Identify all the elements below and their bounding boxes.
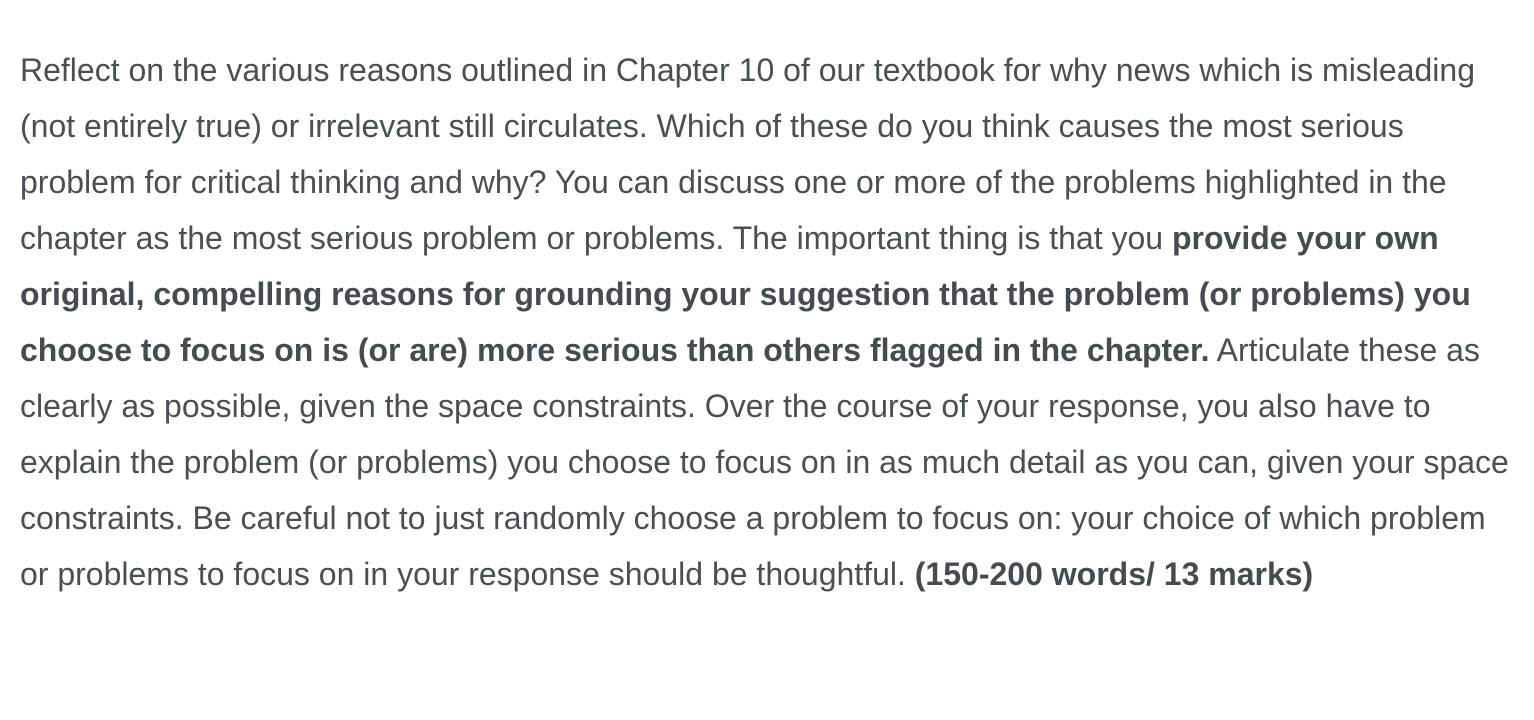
question-text-intro: Reflect on the various reasons outlined in Chapter 10 of our textbook for why news which is misleading (not entirely true) or irrelevant still circulates. Which of these do you think causes the most serious problem for critical thinking and why? You can discuss one or more of the problems highlighted in the chapter as the most serious problem or problems. The important thing is that you — [20, 52, 1475, 256]
question-text-instructions: Articulate these as clearly as possible, given the space constraints. Over the course of your response, you also have to explain the problem (or problems) you choose to focus on in as much detail as you can, given your space constraints. Be careful not to just randomly choose a problem to focus on: your choice of which problem or problems to focus on in your response should be thoughtful. — [20, 332, 1509, 592]
question-prompt — [20, 42, 1520, 602]
question-word-limit-marks: (150-200 words/ 13 marks) — [914, 556, 1314, 592]
question-emphasis-requirement: provide your own original, compelling reasons for grounding your suggestion that the problem (or problems) you choose to focus on is (or are) more serious than others flagged in the chapter. — [20, 220, 1471, 368]
